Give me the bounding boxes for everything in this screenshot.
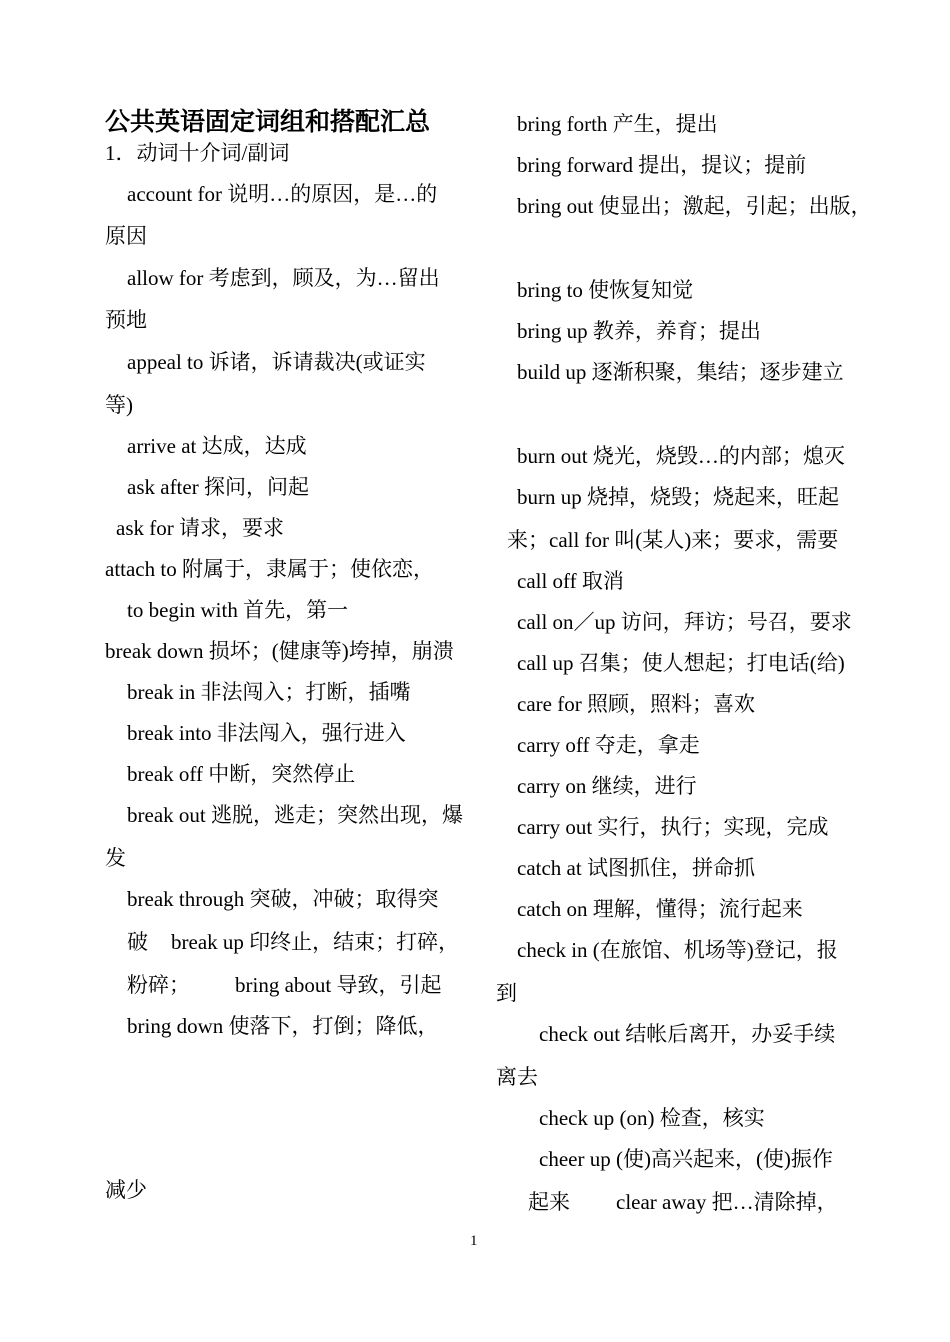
entry-line: carry off 夺走，拿走 <box>517 733 700 757</box>
entry-line: bring down 使落下，打倒；降低， <box>127 1014 439 1038</box>
page-title: 公共英语固定词组和搭配汇总 <box>105 109 431 136</box>
entry-line: ask after 探问，问起 <box>127 475 309 499</box>
entry-line: call off 取消 <box>517 569 624 593</box>
entry-line: burn up 烧掉，烧毁；烧起来，旺起 <box>517 485 839 509</box>
entry-line: break through 突破，冲破；取得突 <box>127 887 439 911</box>
entry-line: clear away 把…清除掉， <box>616 1190 838 1214</box>
entry-line: check up (on) 检查，核实 <box>539 1106 765 1130</box>
entry-line: catch on 理解，懂得；流行起来 <box>517 897 803 921</box>
entry-line: 等) <box>105 393 133 417</box>
entry-line: carry out 实行，执行；实现，完成 <box>517 815 829 839</box>
entry-line: 原因 <box>105 224 147 248</box>
entry-line: 到 <box>496 981 517 1005</box>
section-heading: 1．动词十介词/副词 <box>105 141 290 165</box>
entry-line: break down 损坏；(健康等)垮掉，崩溃 <box>105 639 454 663</box>
entry-line: 离去 <box>496 1065 538 1089</box>
entry-line: 预地 <box>105 308 147 332</box>
entry-line: cheer up (使)高兴起来，(使)振作 <box>539 1147 833 1171</box>
entry-line: check out 结帐后离开，办妥手续 <box>539 1022 836 1046</box>
entry-line: break off 中断，突然停止 <box>127 762 356 786</box>
entry-line: break up 印终止，结束；打碎， <box>171 930 460 954</box>
entry-line: bring up 教养，养育；提出 <box>517 319 761 343</box>
entry-line: break in 非法闯入；打断，插嘴 <box>127 680 411 704</box>
page-number: 1 <box>470 1233 478 1249</box>
entry-line: 破 <box>127 930 148 954</box>
entry-line: burn out 烧光，烧毁…的内部；熄灭 <box>517 444 845 468</box>
entry-line: catch at 试图抓住，拼命抓 <box>517 856 755 880</box>
entry-line: build up 逐渐积聚，集结；逐步建立 <box>517 360 844 384</box>
entry-line: care for 照顾，照料；喜欢 <box>517 692 755 716</box>
entry-line: to begin with 首先，第一 <box>127 598 349 622</box>
entry-line: 粉碎； <box>127 973 190 997</box>
entry-line: call up 召集；使人想起；打电话(给) <box>517 651 845 675</box>
entry-line: arrive at 达成，达成 <box>127 434 307 458</box>
entry-line: attach to 附属于，隶属于；使依恋， <box>105 557 434 581</box>
entry-line: bring forth 产生，提出 <box>517 112 718 136</box>
entry-line: bring to 使恢复知觉 <box>517 278 694 302</box>
entry-line: 发 <box>105 846 126 870</box>
entry-line: account for 说明…的原因，是…的 <box>127 182 438 206</box>
entry-line: ask for 请求，要求 <box>116 516 284 540</box>
entry-line: carry on 继续，进行 <box>517 774 697 798</box>
entry-line: 减少 <box>105 1178 147 1202</box>
entry-line: break out 逃脱，逃走；突然出现，爆 <box>127 803 463 827</box>
entry-line: bring out 使显出；激起，引起；出版， <box>517 194 872 218</box>
entry-line: 起来 <box>528 1190 570 1214</box>
entry-line: 来；call for 叫(某人)来；要求，需要 <box>507 528 839 552</box>
entry-line: call on／up 访问，拜访；号召，要求 <box>517 610 852 634</box>
entry-line: bring forward 提出，提议；提前 <box>517 153 807 177</box>
entry-line: break into 非法闯入，强行进入 <box>127 721 406 745</box>
entry-line: bring about 导致，引起 <box>235 973 442 997</box>
entry-line: allow for 考虑到，顾及，为…留出 <box>127 266 440 290</box>
entry-line: appeal to 诉诸，诉请裁决(或证实 <box>127 350 426 374</box>
entry-line: check in (在旅馆、机场等)登记，报 <box>517 938 838 962</box>
